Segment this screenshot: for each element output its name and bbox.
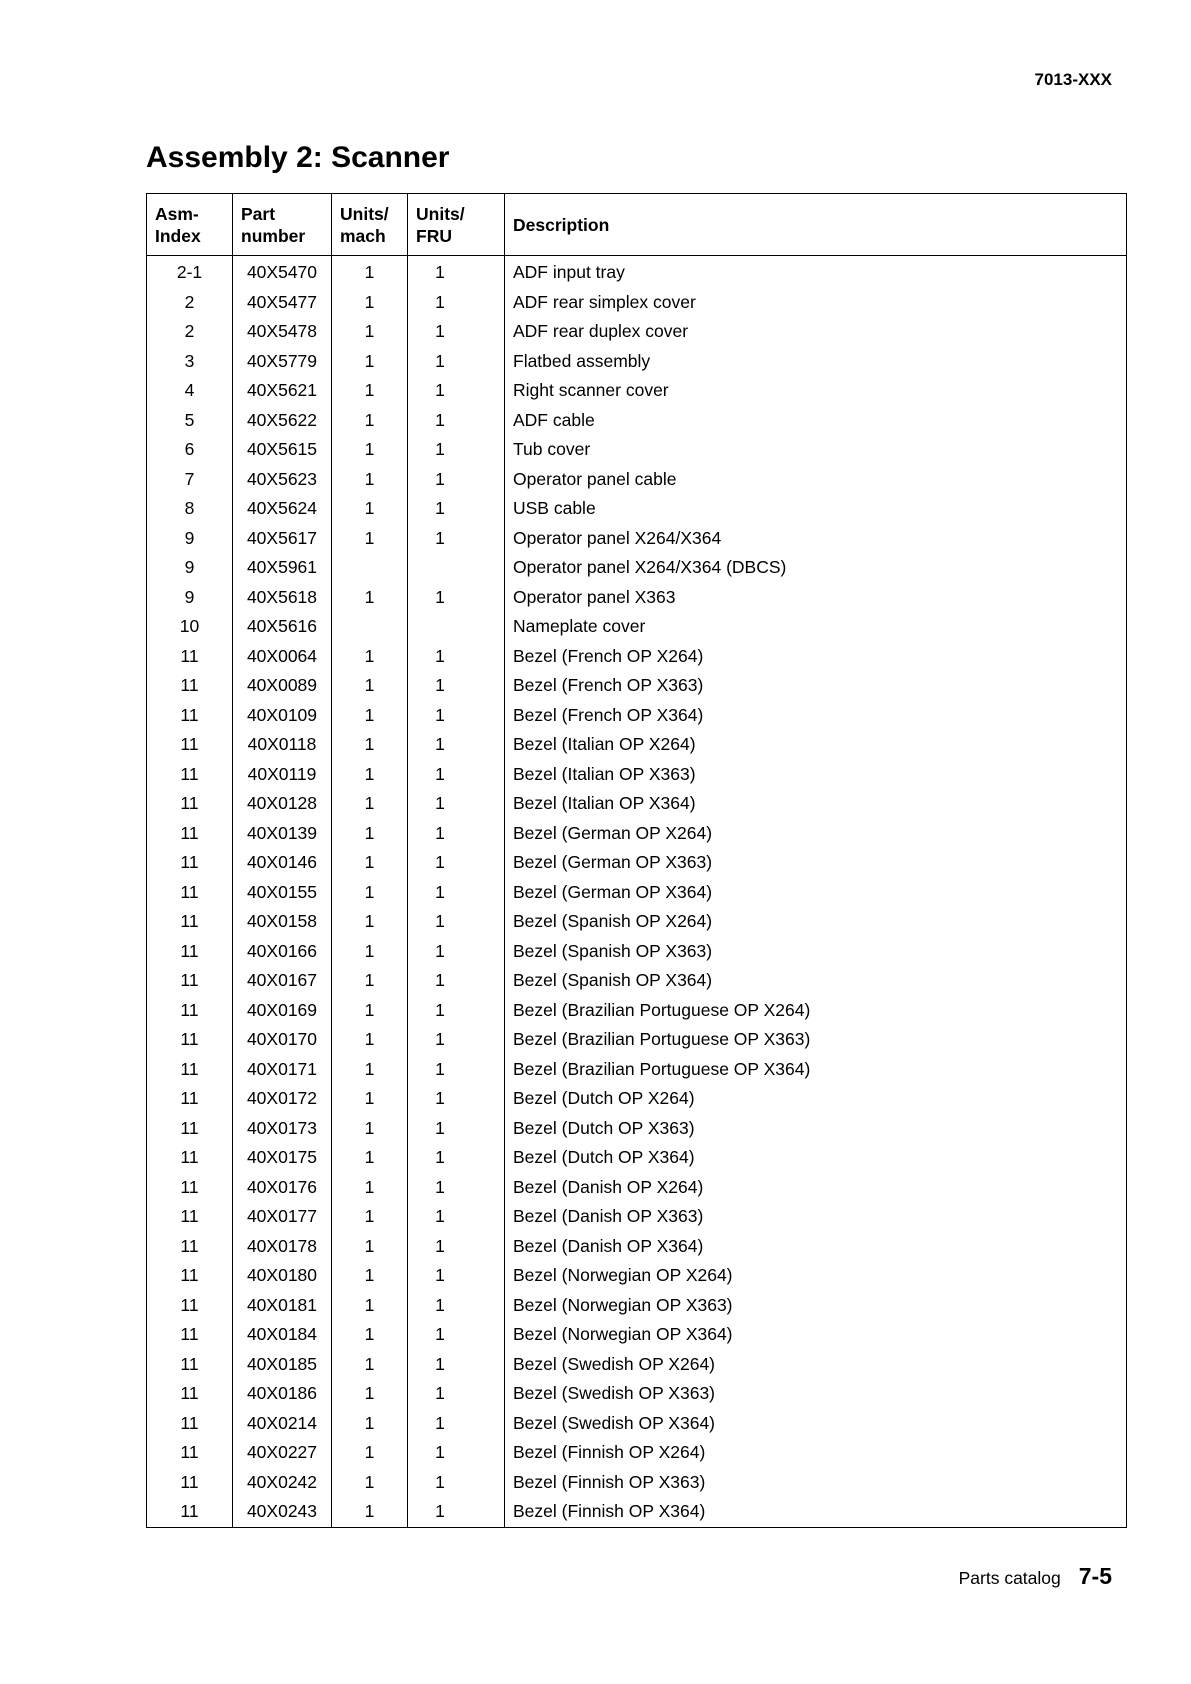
asm-index-cell: 11 bbox=[147, 1084, 233, 1114]
description-cell: Bezel (Swedish OP X364) bbox=[505, 1409, 1127, 1439]
part-number-cell: 40X5477 bbox=[233, 288, 332, 318]
part-number-cell: 40X5617 bbox=[233, 524, 332, 554]
asm-index-cell: 11 bbox=[147, 1320, 233, 1350]
units-mach-cell: 1 bbox=[332, 1055, 408, 1085]
table-row bbox=[147, 1409, 1127, 1439]
part-number-cell: 40X0118 bbox=[233, 730, 332, 760]
description-cell: Operator panel cable bbox=[505, 465, 1127, 495]
units-mach-cell: 1 bbox=[332, 435, 408, 465]
asm-index-cell: 11 bbox=[147, 878, 233, 908]
asm-index-cell: 11 bbox=[147, 848, 233, 878]
description-cell: Nameplate cover bbox=[505, 612, 1127, 642]
units-mach-cell: 1 bbox=[332, 1232, 408, 1262]
units-mach-cell: 1 bbox=[332, 256, 408, 288]
table-row bbox=[147, 1202, 1127, 1232]
asm-index-cell: 4 bbox=[147, 376, 233, 406]
units-mach-cell: 1 bbox=[332, 671, 408, 701]
part-number-cell: 40X0186 bbox=[233, 1379, 332, 1409]
description-cell: Bezel (Italian OP X363) bbox=[505, 760, 1127, 790]
description-cell: Bezel (French OP X364) bbox=[505, 701, 1127, 731]
units-fru-cell: 1 bbox=[408, 937, 505, 967]
table-header-row bbox=[147, 194, 1127, 256]
units-mach-cell bbox=[332, 553, 408, 583]
asm-index-cell: 2 bbox=[147, 317, 233, 347]
footer-section: Parts catalog bbox=[958, 1568, 1061, 1588]
units-fru-cell: 1 bbox=[408, 642, 505, 672]
asm-index-cell: 11 bbox=[147, 1232, 233, 1262]
description-cell: Bezel (Finnish OP X363) bbox=[505, 1468, 1127, 1498]
asm-index-cell: 11 bbox=[147, 1261, 233, 1291]
description-cell: Bezel (Danish OP X264) bbox=[505, 1173, 1127, 1203]
description-cell: Bezel (Norwegian OP X364) bbox=[505, 1320, 1127, 1350]
description-cell: Operator panel X363 bbox=[505, 583, 1127, 613]
table-row bbox=[147, 730, 1127, 760]
description-cell: Bezel (Norwegian OP X264) bbox=[505, 1261, 1127, 1291]
units-fru-cell: 1 bbox=[408, 1409, 505, 1439]
units-mach-cell: 1 bbox=[332, 524, 408, 554]
asm-index-cell: 8 bbox=[147, 494, 233, 524]
part-number-cell: 40X0166 bbox=[233, 937, 332, 967]
units-mach-cell: 1 bbox=[332, 1261, 408, 1291]
part-number-cell: 40X0184 bbox=[233, 1320, 332, 1350]
asm-index-cell: 6 bbox=[147, 435, 233, 465]
asm-index-cell: 2 bbox=[147, 288, 233, 318]
table-row bbox=[147, 1055, 1127, 1085]
parts-table-body bbox=[147, 256, 1127, 1528]
table-row bbox=[147, 1438, 1127, 1468]
part-number-cell: 40X0185 bbox=[233, 1350, 332, 1380]
part-number-cell: 40X0064 bbox=[233, 642, 332, 672]
asm-index-cell: 11 bbox=[147, 1497, 233, 1527]
description-cell: Bezel (Norwegian OP X363) bbox=[505, 1291, 1127, 1321]
asm-index-cell: 11 bbox=[147, 1350, 233, 1380]
table-row bbox=[147, 1350, 1127, 1380]
units-mach-cell: 1 bbox=[332, 878, 408, 908]
units-fru-cell: 1 bbox=[408, 494, 505, 524]
header-asm-index: Asm- Index bbox=[147, 194, 233, 256]
units-mach-cell: 1 bbox=[332, 907, 408, 937]
part-number-cell: 40X0155 bbox=[233, 878, 332, 908]
units-fru-cell: 1 bbox=[408, 671, 505, 701]
description-cell: Bezel (Brazilian Portuguese OP X264) bbox=[505, 996, 1127, 1026]
part-number-cell: 40X5622 bbox=[233, 406, 332, 436]
table-row bbox=[147, 612, 1127, 642]
table-row bbox=[147, 671, 1127, 701]
table-row bbox=[147, 1497, 1127, 1527]
description-cell: Bezel (Dutch OP X264) bbox=[505, 1084, 1127, 1114]
units-mach-cell: 1 bbox=[332, 288, 408, 318]
part-number-cell: 40X0181 bbox=[233, 1291, 332, 1321]
units-fru-cell: 1 bbox=[408, 730, 505, 760]
units-mach-cell: 1 bbox=[332, 789, 408, 819]
units-mach-cell: 1 bbox=[332, 848, 408, 878]
description-cell: Bezel (French OP X363) bbox=[505, 671, 1127, 701]
units-mach-cell: 1 bbox=[332, 1468, 408, 1498]
units-fru-cell: 1 bbox=[408, 288, 505, 318]
header-part-number: Part number bbox=[233, 194, 332, 256]
asm-index-cell: 3 bbox=[147, 347, 233, 377]
units-fru-cell bbox=[408, 553, 505, 583]
table-row bbox=[147, 376, 1127, 406]
description-cell: Operator panel X264/X364 bbox=[505, 524, 1127, 554]
page-footer bbox=[959, 1563, 1112, 1590]
description-cell: Bezel (Italian OP X264) bbox=[505, 730, 1127, 760]
description-cell: Bezel (French OP X264) bbox=[505, 642, 1127, 672]
part-number-cell: 40X0243 bbox=[233, 1497, 332, 1527]
table-row bbox=[147, 317, 1127, 347]
asm-index-cell: 11 bbox=[147, 1409, 233, 1439]
units-mach-cell: 1 bbox=[332, 376, 408, 406]
part-number-cell: 40X0242 bbox=[233, 1468, 332, 1498]
units-mach-cell: 1 bbox=[332, 494, 408, 524]
part-number-cell: 40X0167 bbox=[233, 966, 332, 996]
units-mach-cell: 1 bbox=[332, 760, 408, 790]
part-number-cell: 40X0146 bbox=[233, 848, 332, 878]
description-cell: Bezel (Brazilian Portuguese OP X364) bbox=[505, 1055, 1127, 1085]
units-mach-cell: 1 bbox=[332, 1173, 408, 1203]
description-cell: Bezel (Italian OP X364) bbox=[505, 789, 1127, 819]
description-cell: Tub cover bbox=[505, 435, 1127, 465]
table-row bbox=[147, 406, 1127, 436]
page-number: 7-5 bbox=[1078, 1563, 1112, 1589]
units-fru-cell: 1 bbox=[408, 1261, 505, 1291]
units-fru-cell: 1 bbox=[408, 848, 505, 878]
part-number-cell: 40X5779 bbox=[233, 347, 332, 377]
document-code: 7013-XXX bbox=[1034, 70, 1112, 89]
table-row bbox=[147, 1025, 1127, 1055]
units-mach-cell: 1 bbox=[332, 966, 408, 996]
asm-index-cell: 11 bbox=[147, 1025, 233, 1055]
table-row bbox=[147, 878, 1127, 908]
description-cell: Bezel (German OP X363) bbox=[505, 848, 1127, 878]
table-row bbox=[147, 288, 1127, 318]
units-mach-cell: 1 bbox=[332, 347, 408, 377]
units-fru-cell: 1 bbox=[408, 878, 505, 908]
units-fru-cell: 1 bbox=[408, 1143, 505, 1173]
units-mach-cell: 1 bbox=[332, 406, 408, 436]
asm-index-cell: 11 bbox=[147, 1379, 233, 1409]
description-cell: ADF rear simplex cover bbox=[505, 288, 1127, 318]
units-fru-cell: 1 bbox=[408, 1202, 505, 1232]
table-row bbox=[147, 465, 1127, 495]
part-number-cell: 40X0119 bbox=[233, 760, 332, 790]
part-number-cell: 40X0175 bbox=[233, 1143, 332, 1173]
units-fru-cell: 1 bbox=[408, 256, 505, 288]
units-fru-cell: 1 bbox=[408, 966, 505, 996]
units-mach-cell: 1 bbox=[332, 1291, 408, 1321]
table-row bbox=[147, 819, 1127, 849]
units-fru-cell: 1 bbox=[408, 1084, 505, 1114]
units-mach-cell: 1 bbox=[332, 317, 408, 347]
description-cell: Right scanner cover bbox=[505, 376, 1127, 406]
part-number-cell: 40X5478 bbox=[233, 317, 332, 347]
units-mach-cell bbox=[332, 612, 408, 642]
table-row bbox=[147, 966, 1127, 996]
asm-index-cell: 11 bbox=[147, 907, 233, 937]
units-fru-cell: 1 bbox=[408, 435, 505, 465]
part-number-cell: 40X0128 bbox=[233, 789, 332, 819]
units-fru-cell: 1 bbox=[408, 1055, 505, 1085]
units-mach-cell: 1 bbox=[332, 1350, 408, 1380]
table-row bbox=[147, 347, 1127, 377]
part-number-cell: 40X5618 bbox=[233, 583, 332, 613]
header-description: Description bbox=[505, 194, 1127, 256]
asm-index-cell: 11 bbox=[147, 1438, 233, 1468]
table-row bbox=[147, 435, 1127, 465]
table-row bbox=[147, 256, 1127, 288]
header-units-fru: Units/ FRU bbox=[408, 194, 505, 256]
units-fru-cell: 1 bbox=[408, 1468, 505, 1498]
asm-index-cell: 11 bbox=[147, 642, 233, 672]
description-cell: ADF input tray bbox=[505, 256, 1127, 288]
table-row bbox=[147, 937, 1127, 967]
table-row bbox=[147, 1468, 1127, 1498]
description-cell: Bezel (Dutch OP X364) bbox=[505, 1143, 1127, 1173]
table-row bbox=[147, 583, 1127, 613]
part-number-cell: 40X0180 bbox=[233, 1261, 332, 1291]
units-fru-cell: 1 bbox=[408, 376, 505, 406]
units-mach-cell: 1 bbox=[332, 937, 408, 967]
units-fru-cell: 1 bbox=[408, 583, 505, 613]
units-mach-cell: 1 bbox=[332, 465, 408, 495]
units-fru-cell bbox=[408, 612, 505, 642]
description-cell: Bezel (Dutch OP X363) bbox=[505, 1114, 1127, 1144]
asm-index-cell: 5 bbox=[147, 406, 233, 436]
table-row bbox=[147, 524, 1127, 554]
asm-index-cell: 7 bbox=[147, 465, 233, 495]
units-fru-cell: 1 bbox=[408, 1438, 505, 1468]
units-fru-cell: 1 bbox=[408, 406, 505, 436]
table-row bbox=[147, 1320, 1127, 1350]
part-number-cell: 40X5624 bbox=[233, 494, 332, 524]
units-fru-cell: 1 bbox=[408, 1114, 505, 1144]
page-title: Assembly 2: Scanner bbox=[146, 141, 450, 174]
asm-index-cell: 11 bbox=[147, 1173, 233, 1203]
asm-index-cell: 11 bbox=[147, 1055, 233, 1085]
units-mach-cell: 1 bbox=[332, 1438, 408, 1468]
table-row bbox=[147, 1173, 1127, 1203]
units-fru-cell: 1 bbox=[408, 789, 505, 819]
units-mach-cell: 1 bbox=[332, 701, 408, 731]
description-cell: Bezel (Danish OP X364) bbox=[505, 1232, 1127, 1262]
table-row bbox=[147, 789, 1127, 819]
table-row bbox=[147, 1084, 1127, 1114]
description-cell: ADF rear duplex cover bbox=[505, 317, 1127, 347]
part-number-cell: 40X0109 bbox=[233, 701, 332, 731]
units-fru-cell: 1 bbox=[408, 1320, 505, 1350]
description-cell: Bezel (Swedish OP X363) bbox=[505, 1379, 1127, 1409]
part-number-cell: 40X0158 bbox=[233, 907, 332, 937]
description-cell: Operator panel X264/X364 (DBCS) bbox=[505, 553, 1127, 583]
units-fru-cell: 1 bbox=[408, 347, 505, 377]
description-cell: Bezel (Brazilian Portuguese OP X363) bbox=[505, 1025, 1127, 1055]
table-row bbox=[147, 1143, 1127, 1173]
description-cell: USB cable bbox=[505, 494, 1127, 524]
asm-index-cell: 11 bbox=[147, 760, 233, 790]
description-cell: Flatbed assembly bbox=[505, 347, 1127, 377]
part-number-cell: 40X0173 bbox=[233, 1114, 332, 1144]
units-fru-cell: 1 bbox=[408, 701, 505, 731]
part-number-cell: 40X5470 bbox=[233, 256, 332, 288]
units-mach-cell: 1 bbox=[332, 1409, 408, 1439]
table-row bbox=[147, 701, 1127, 731]
asm-index-cell: 9 bbox=[147, 583, 233, 613]
table-row bbox=[147, 494, 1127, 524]
units-fru-cell: 1 bbox=[408, 996, 505, 1026]
asm-index-cell: 11 bbox=[147, 671, 233, 701]
part-number-cell: 40X0178 bbox=[233, 1232, 332, 1262]
description-cell: ADF cable bbox=[505, 406, 1127, 436]
parts-table bbox=[146, 193, 1127, 1528]
description-cell: Bezel (German OP X364) bbox=[505, 878, 1127, 908]
units-fru-cell: 1 bbox=[408, 1173, 505, 1203]
part-number-cell: 40X0170 bbox=[233, 1025, 332, 1055]
part-number-cell: 40X0169 bbox=[233, 996, 332, 1026]
part-number-cell: 40X0214 bbox=[233, 1409, 332, 1439]
asm-index-cell: 11 bbox=[147, 730, 233, 760]
units-mach-cell: 1 bbox=[332, 642, 408, 672]
description-cell: Bezel (German OP X264) bbox=[505, 819, 1127, 849]
asm-index-cell: 11 bbox=[147, 966, 233, 996]
part-number-cell: 40X0172 bbox=[233, 1084, 332, 1114]
asm-index-cell: 11 bbox=[147, 819, 233, 849]
part-number-cell: 40X5615 bbox=[233, 435, 332, 465]
units-fru-cell: 1 bbox=[408, 1350, 505, 1380]
part-number-cell: 40X0227 bbox=[233, 1438, 332, 1468]
asm-index-cell: 9 bbox=[147, 553, 233, 583]
units-fru-cell: 1 bbox=[408, 760, 505, 790]
part-number-cell: 40X5616 bbox=[233, 612, 332, 642]
part-number-cell: 40X0089 bbox=[233, 671, 332, 701]
units-mach-cell: 1 bbox=[332, 730, 408, 760]
units-fru-cell: 1 bbox=[408, 465, 505, 495]
table-row bbox=[147, 1261, 1127, 1291]
table-row bbox=[147, 1291, 1127, 1321]
units-fru-cell: 1 bbox=[408, 1497, 505, 1527]
asm-index-cell: 11 bbox=[147, 701, 233, 731]
description-cell: Bezel (Swedish OP X264) bbox=[505, 1350, 1127, 1380]
part-number-cell: 40X5961 bbox=[233, 553, 332, 583]
description-cell: Bezel (Spanish OP X363) bbox=[505, 937, 1127, 967]
table-row bbox=[147, 907, 1127, 937]
part-number-cell: 40X0171 bbox=[233, 1055, 332, 1085]
units-mach-cell: 1 bbox=[332, 1320, 408, 1350]
units-fru-cell: 1 bbox=[408, 1025, 505, 1055]
part-number-cell: 40X0139 bbox=[233, 819, 332, 849]
part-number-cell: 40X5623 bbox=[233, 465, 332, 495]
asm-index-cell: 11 bbox=[147, 1114, 233, 1144]
units-fru-cell: 1 bbox=[408, 819, 505, 849]
table-row bbox=[147, 760, 1127, 790]
part-number-cell: 40X5621 bbox=[233, 376, 332, 406]
part-number-cell: 40X0177 bbox=[233, 1202, 332, 1232]
asm-index-cell: 11 bbox=[147, 996, 233, 1026]
units-mach-cell: 1 bbox=[332, 1025, 408, 1055]
table-row bbox=[147, 996, 1127, 1026]
units-mach-cell: 1 bbox=[332, 1114, 408, 1144]
asm-index-cell: 11 bbox=[147, 1143, 233, 1173]
units-fru-cell: 1 bbox=[408, 1291, 505, 1321]
units-fru-cell: 1 bbox=[408, 1232, 505, 1262]
asm-index-cell: 9 bbox=[147, 524, 233, 554]
asm-index-cell: 2-1 bbox=[147, 256, 233, 288]
asm-index-cell: 11 bbox=[147, 1202, 233, 1232]
asm-index-cell: 11 bbox=[147, 1468, 233, 1498]
units-fru-cell: 1 bbox=[408, 907, 505, 937]
asm-index-cell: 11 bbox=[147, 789, 233, 819]
table-row bbox=[147, 1232, 1127, 1262]
units-mach-cell: 1 bbox=[332, 996, 408, 1026]
part-number-cell: 40X0176 bbox=[233, 1173, 332, 1203]
header-units-mach: Units/ mach bbox=[332, 194, 408, 256]
units-mach-cell: 1 bbox=[332, 819, 408, 849]
units-mach-cell: 1 bbox=[332, 1084, 408, 1114]
description-cell: Bezel (Spanish OP X364) bbox=[505, 966, 1127, 996]
description-cell: Bezel (Finnish OP X364) bbox=[505, 1497, 1127, 1527]
units-mach-cell: 1 bbox=[332, 1497, 408, 1527]
asm-index-cell: 10 bbox=[147, 612, 233, 642]
asm-index-cell: 11 bbox=[147, 1291, 233, 1321]
units-mach-cell: 1 bbox=[332, 583, 408, 613]
table-row bbox=[147, 553, 1127, 583]
description-cell: Bezel (Danish OP X363) bbox=[505, 1202, 1127, 1232]
units-fru-cell: 1 bbox=[408, 524, 505, 554]
description-cell: Bezel (Finnish OP X264) bbox=[505, 1438, 1127, 1468]
asm-index-cell: 11 bbox=[147, 937, 233, 967]
units-mach-cell: 1 bbox=[332, 1143, 408, 1173]
units-fru-cell: 1 bbox=[408, 1379, 505, 1409]
table-row bbox=[147, 848, 1127, 878]
units-fru-cell: 1 bbox=[408, 317, 505, 347]
table-row bbox=[147, 1114, 1127, 1144]
units-mach-cell: 1 bbox=[332, 1379, 408, 1409]
description-cell: Bezel (Spanish OP X264) bbox=[505, 907, 1127, 937]
table-row bbox=[147, 642, 1127, 672]
table-row bbox=[147, 1379, 1127, 1409]
units-mach-cell: 1 bbox=[332, 1202, 408, 1232]
